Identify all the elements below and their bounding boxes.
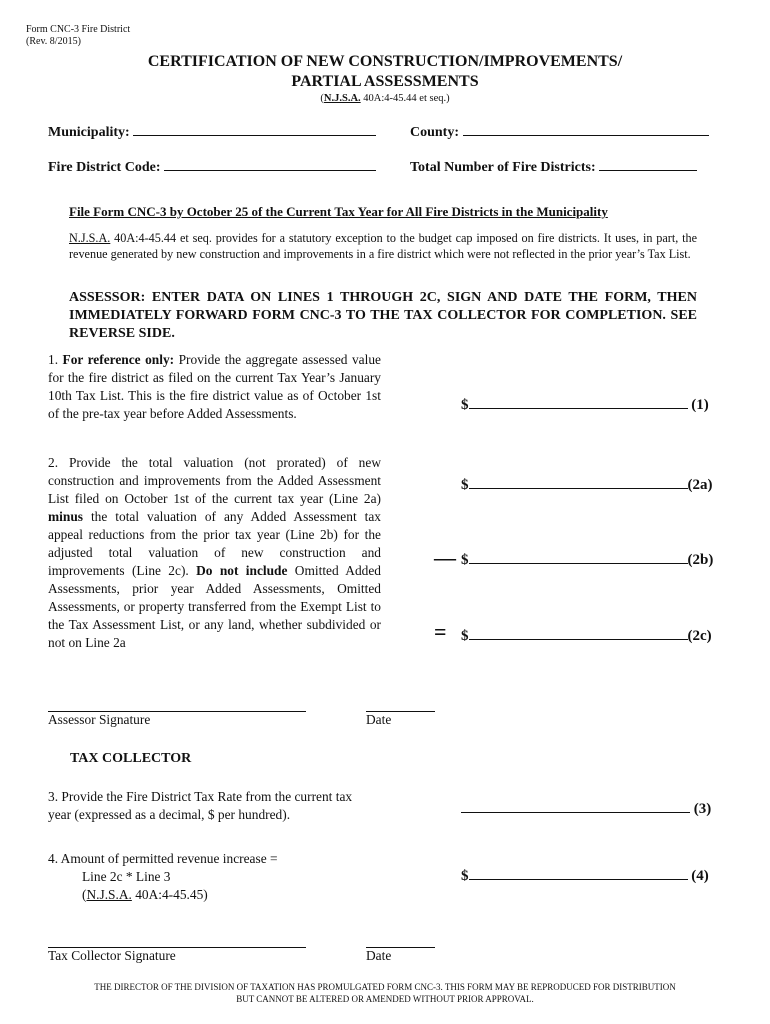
form-title-line2: PARTIAL ASSESSMENTS <box>291 73 479 90</box>
collector-signature-label: Tax Collector Signature <box>48 948 176 963</box>
line2b-field <box>461 549 713 569</box>
line2c-label: (2c) <box>687 628 712 644</box>
assessor-date-label: Date <box>366 712 392 727</box>
line4-open-paren: ( <box>82 887 87 902</box>
form-id: Form CNC-3 Fire District <box>26 24 131 35</box>
line4-statute-abbr: N.J.S.A. <box>86 887 132 902</box>
line2a-label: (2a) <box>687 477 713 493</box>
line2c-input[interactable] <box>469 625 688 640</box>
fire-district-code-label: Fire District Code: <box>48 160 161 175</box>
total-fire-districts-input[interactable] <box>599 170 697 171</box>
assessor-instruction: ASSESSOR: ENTER DATA ON LINES 1 THROUGH 2C, SIGN AND DATE THE FORM, THEN IMMEDIATELY FORWARD FORM CNC-3 TO THE TAX COLLECTOR FOR COMPLETION. SEE REVERSE SIDE. <box>69 290 697 341</box>
form-revision: (Rev. 8/2015) <box>26 36 81 47</box>
line3-field <box>461 798 711 818</box>
line4-label: (4) <box>691 868 709 884</box>
fire-district-code-input[interactable] <box>164 170 376 171</box>
line2b-dollar: $ <box>461 552 469 568</box>
line4-field <box>461 865 709 885</box>
footer-line2: BUT CANNOT BE ALTERED OR AMENDED WITHOUT PRIOR APPROVAL. <box>236 994 534 1004</box>
line2b-input[interactable] <box>469 549 688 564</box>
line1-field <box>461 394 709 414</box>
form-title-line1: CERTIFICATION OF NEW CONSTRUCTION/IMPROVEMENTS/ <box>147 53 623 70</box>
line4-statute <box>82 886 208 904</box>
line2-do-not-include-bold: Do not include <box>196 563 288 578</box>
equals-sign: = <box>434 619 447 644</box>
line4-input[interactable] <box>469 865 688 880</box>
county-input[interactable] <box>463 135 709 136</box>
line2c-dollar: $ <box>461 628 469 644</box>
minus-sign: — <box>434 545 456 570</box>
municipality-label: Municipality: <box>48 125 130 140</box>
municipality-input[interactable] <box>133 135 376 136</box>
county-label: County: <box>410 125 460 140</box>
line3-input[interactable] <box>461 798 690 813</box>
line3-label: (3) <box>693 801 712 817</box>
line2b-label: (2b) <box>687 552 714 568</box>
line1-label: (1) <box>691 397 709 413</box>
line1-description <box>48 351 381 423</box>
line2-text-part2: the total valuation of any Added Assessment tax appeal reductions from the prior tax year (Line 2b) for the adjusted total valuation of new construction and improvements (Line 2c). <box>48 509 381 578</box>
footer-line1: THE DIRECTOR OF THE DIVISION OF TAXATION HAS PROMULGATED FORM CNC-3. THIS FORM MAY BE REPRODUCED FOR DISTRIBUTION <box>94 982 676 992</box>
line2-text-part3: Omitted Added Assessments, prior year Added Assessments, Omitted Assessments, or property transferred from the Exempt List to the Tax Assessment List, or any land, whether subdivided or not on Line 2a <box>48 563 381 650</box>
line4-description: 4. Amount of permitted revenue increase = <box>48 851 278 866</box>
assessor-signature-label: Assessor Signature <box>48 712 151 727</box>
collector-date-label: Date <box>366 948 392 963</box>
statute-open-paren: ( <box>320 93 324 104</box>
total-fire-districts-label: Total Number of Fire Districts: <box>410 160 596 175</box>
intro-text: 40A:4-45.44 et seq. provides for a statutory exception to the budget cap imposed on fire districts. It uses, in part, the revenue generated by new construction and improvements in a fire district which were not reflected in the prior year’s Tax List. <box>69 231 697 261</box>
line1-number: 1. <box>48 352 59 367</box>
line1-bold: For reference only: <box>62 352 175 367</box>
line2-minus-bold: minus <box>48 509 83 524</box>
intro-paragraph <box>69 230 697 262</box>
municipality-field <box>48 125 376 141</box>
line1-text: Provide the aggregate assessed value for the fire district as filed on the current Tax Year’s January 10th Tax List. This is the fire district value as of October 1st of the pre-tax year before Added Assessments. <box>48 352 381 421</box>
line4-dollar: $ <box>461 868 469 884</box>
line4-statute-cite: 40A:4-45.45) <box>131 887 208 902</box>
statute-reference <box>0 93 770 104</box>
line4-formula: Line 2c * Line 3 <box>82 869 171 884</box>
county-field <box>410 125 709 141</box>
line1-input[interactable] <box>469 394 688 409</box>
line2c-field <box>461 625 712 645</box>
file-deadline-heading: File Form CNC-3 by October 25 of the Current Tax Year for All Fire Districts in the Municipality <box>69 204 608 219</box>
line2-text-part1: 2. Provide the total valuation (not prorated) of new construction and improvements from the Added Assessment List filed on October 1st of the current tax year (Line 2a) <box>48 455 381 506</box>
line2-description <box>48 454 381 652</box>
line2a-dollar: $ <box>461 477 469 493</box>
fire-district-code-field <box>48 160 376 176</box>
tax-collector-heading: TAX COLLECTOR <box>70 751 192 766</box>
statute-cite: 40A:4-45.44 et seq.) <box>360 93 450 104</box>
statute-abbr: N.J.S.A. <box>323 93 361 104</box>
line1-dollar: $ <box>461 397 469 413</box>
line2a-input[interactable] <box>469 474 688 489</box>
line2a-field <box>461 474 713 494</box>
total-fire-districts-field <box>410 160 697 176</box>
line3-description: 3. Provide the Fire District Tax Rate from the current tax year (expressed as a decimal, $ per hundred). <box>48 789 353 822</box>
intro-statute-abbr: N.J.S.A. <box>69 231 111 245</box>
